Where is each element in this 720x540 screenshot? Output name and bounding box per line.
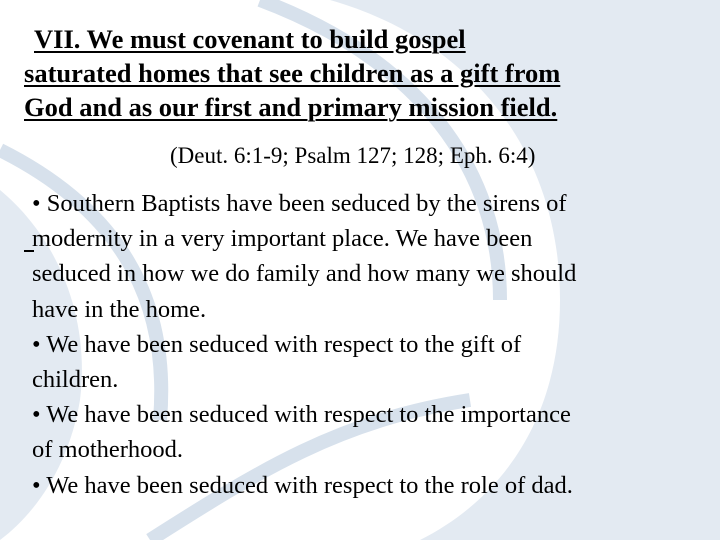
body-line: • We have been seduced with respect to the role of dad. (32, 471, 573, 499)
heading-line-1: VII. We must covenant to build gospel (34, 24, 466, 54)
scripture-reference: (Deut. 6:1-9; Psalm 127; 128; Eph. 6:4) (170, 143, 536, 168)
body-line: have in the home. (32, 295, 207, 323)
body-line: • We have been seduced with respect to the importance (32, 401, 571, 429)
slide-body (32, 186, 704, 503)
body-line: modernity in a very important place. We have been (32, 225, 533, 253)
body-line: • Southern Baptists have been seduced by the sirens of (32, 190, 567, 217)
body-line: seduced in how we do family and how many we should (32, 260, 577, 288)
slide-heading (24, 22, 704, 124)
heading-line-2: saturated homes that see children as a gift from (24, 58, 561, 88)
body-line: of motherhood. (32, 436, 184, 464)
heading-line-3: God and as our first and primary mission field. (24, 92, 558, 122)
body-line: • We have been seduced with respect to the gift of (32, 330, 522, 358)
body-line: children. (32, 366, 119, 394)
